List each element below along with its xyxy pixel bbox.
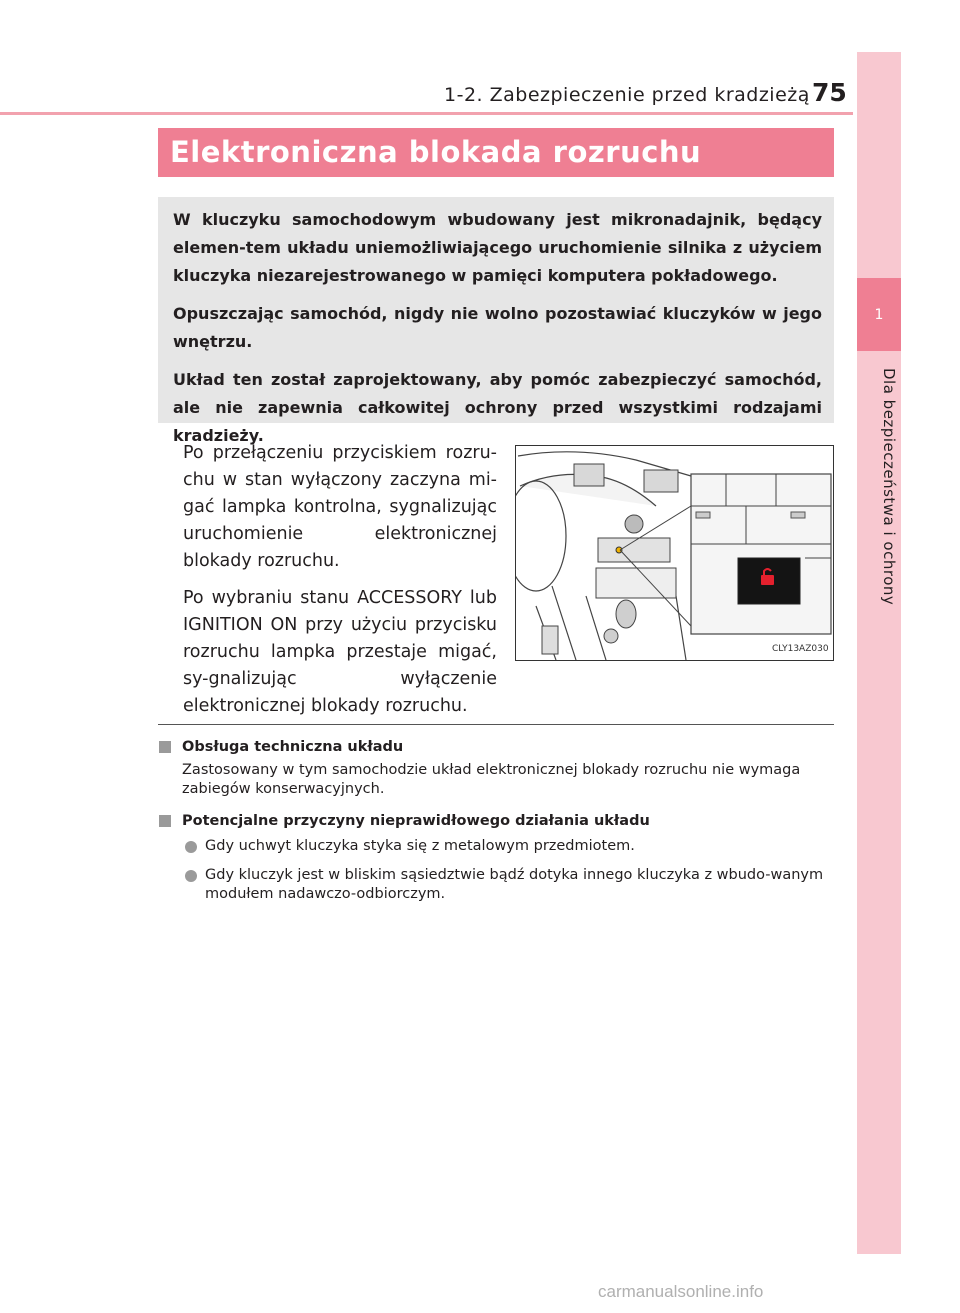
intro-paragraph: Opuszczając samochód, nigdy nie wolno pozostawiać kluczyków w jego wnętrzu. (173, 304, 822, 351)
notes (158, 737, 834, 914)
control-knob (604, 629, 618, 643)
divider (158, 724, 834, 725)
square-bullet-icon (159, 815, 171, 827)
indicator-position-dot (616, 547, 622, 553)
intro-paragraph: W kluczyku samochodowym wbudowany jest mikronadajnik, będący elemen-tem układu uniemożliwiającego uruchomienie silnika z użyciem kluczyka niezarejestrowanego w pamięci komputera pokładowego. (173, 210, 822, 285)
list-item (158, 866, 834, 904)
zoom-panel (691, 474, 831, 634)
climate-panel (596, 568, 676, 598)
dashboard-illustration (515, 445, 834, 661)
pedal (542, 626, 558, 654)
note-heading-text: Potencjalne przyczyny nieprawidłowego działania układu (182, 813, 650, 829)
section-title: Elektroniczna blokada rozruchu (158, 128, 834, 177)
side-strip (857, 52, 901, 1254)
vent-left (574, 464, 604, 486)
header-rule (0, 112, 853, 115)
intro-paragraph: Układ ten został zaprojektowany, aby pomóc zabezpieczyć samochód, ale nie zapewnia całkowitej ochrony przed wszystkimi rodzajami kradzieży. (173, 370, 822, 445)
chapter-number: 1 (874, 306, 884, 323)
gear-lever (616, 600, 636, 628)
note-heading-maintenance (158, 737, 834, 757)
note-heading-malfunction (158, 811, 834, 831)
list-item (158, 837, 834, 856)
circle-bullet-icon (185, 870, 197, 882)
clock (625, 515, 643, 533)
vent-right (644, 470, 678, 492)
intro-box (158, 197, 834, 445)
note-text: Zastosowany w tym samochodzie układ elektronicznej blokady rozruchu nie wymaga zabiegów konserwacyjnych. (182, 762, 801, 797)
square-bullet-icon (159, 741, 171, 753)
watermark: carmanualsonline.info (598, 1282, 764, 1301)
chapter-label: Dla bezpieczeństwa i ochrony (880, 368, 898, 606)
list-item-text: Gdy kluczyk jest w bliskim sąsiedztwie bądź dotyka innego kluczyka z wbudo-wanym modułem nadawczo-odbiorczym. (205, 867, 824, 902)
lock-icon (761, 575, 774, 585)
zoom-panel-slot (791, 512, 805, 518)
page-number: 75 (812, 78, 847, 107)
zoom-panel-slot (696, 512, 710, 518)
body-paragraph: Po przełączeniu przyciskiem rozru-chu w stan wyłączony zaczyna mi-gać lampka kontrolna, sygnalizując uruchomienie elektronicznej blokady rozruchu. (183, 443, 497, 571)
dashboard-drawing (516, 446, 833, 660)
note-heading-text: Obsługa techniczna układu (182, 739, 404, 755)
list-item-text: Gdy uchwyt kluczyka styka się z metalowym przedmiotem. (205, 838, 635, 854)
header-section-title: 1-2. Zabezpieczenie przed kradzieżą (444, 84, 810, 106)
figure-code: CLY13AZ030 (772, 644, 829, 654)
body-text (183, 440, 497, 730)
body-paragraph: Po wybraniu stanu ACCESSORY lub IGNITION ON przy użyciu przycisku rozruchu lampka przestaje migać, sy-gnalizując wyłączenie elektronicznej blokady rozruchu. (183, 588, 497, 716)
circle-bullet-icon (185, 841, 197, 853)
chapter-tab[interactable] (857, 278, 901, 351)
